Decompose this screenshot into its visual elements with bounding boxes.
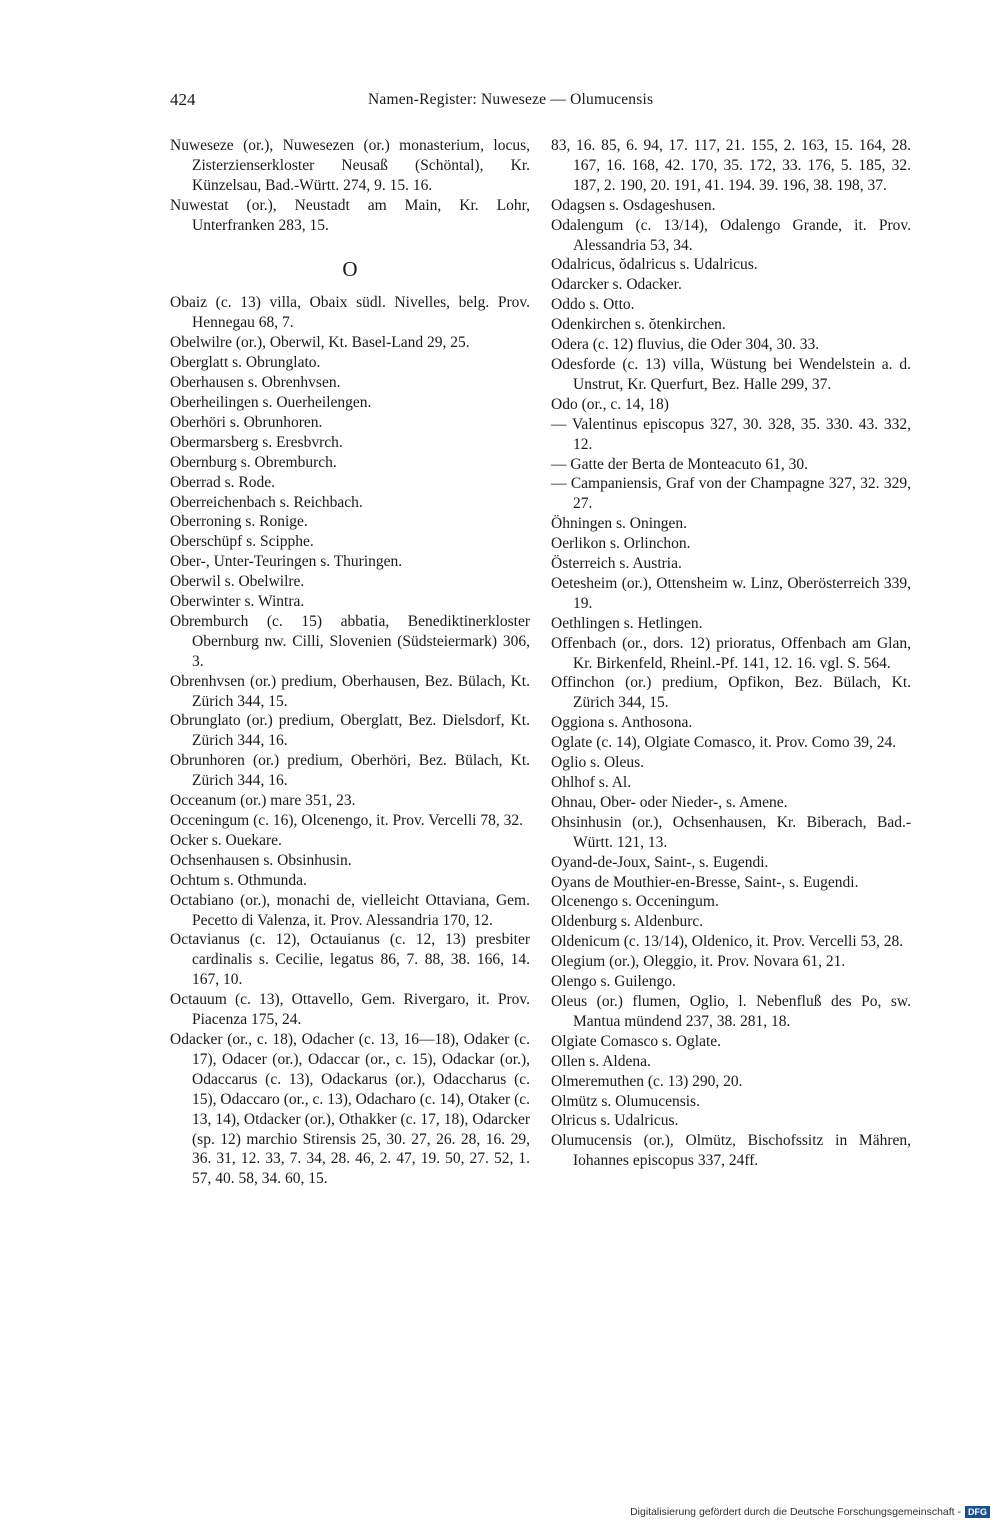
index-entry: Odo (or., c. 14, 18) (551, 395, 669, 413)
index-entry: Ober-, Unter-Teuringen s. Thuringen. (170, 553, 403, 571)
index-entry: Olgiate Comasco s. Oglate. (551, 1032, 722, 1050)
index-entry: Oddo s. Otto. (551, 296, 635, 314)
index-entry: Occeanum (or.) mare 351, 23. (170, 792, 356, 810)
index-entry: Odalengum (c. 13/14), Odalengo Grande, it. Prov. Alessandria 53, 34. (551, 216, 911, 254)
index-entry: Obrenhvsen (or.) predium, Oberhausen, Bez. Bülach, Kt. Zürich 344, 15. (170, 672, 530, 710)
index-entry: Ochtum s. Othmunda. (170, 871, 307, 889)
right-column (551, 136, 911, 1171)
index-entry: Obrunhoren (or.) predium, Oberhöri, Bez. Bülach, Kt. Zürich 344, 16. (170, 752, 530, 790)
index-entry: Oglio s. Oleus. (551, 754, 644, 772)
index-entry: Oerlikon s. Orlinchon. (551, 535, 691, 553)
index-entry: Ollen s. Aldena. (551, 1052, 651, 1070)
index-entry: Oldenicum (c. 13/14), Oldenico, it. Prov. Vercelli 53, 28. (551, 933, 904, 951)
index-entry: Obrunglato (or.) predium, Oberglatt, Bez. Dielsdorf, Kt. Zürich 344, 16. (170, 712, 530, 750)
index-entry: Ohlhof s. Al. (551, 774, 632, 791)
left-entries (170, 293, 530, 1189)
index-entry: Oberreichenbach s. Reichbach. (170, 493, 363, 511)
index-entry: Octabiano (or.), monachi de, vielleicht Ottaviana, Gem. Pecetto di Valenza, it. Prov. Alessandria 170, 12. (170, 891, 530, 929)
index-entry: Oleus (or.) flumen, Oglio, l. Nebenfluß des Po, sw. Mantua mündend 237, 38. 281, 18. (551, 992, 911, 1030)
index-entry: Odacker (or., c. 18), Odacher (c. 13, 16—18), Odaker (c. 17), Odacer (or.), Odaccar (or., c. 15), Odackar (or.), Odaccarus (c. 13), Odackarus (or.), Odaccharus (c. 15), Odaccaro (or., c. 13), Odacharo (c. 14), Otaker (c. 13, 14), Otdacker (or.), Othakker (c. 17, 18), Odarcker (sp. 12) marchio Stirensis 25, 30. 27, 26. 28, 16. 29, 36. 31, 12. 33, 7. 34, 28. 46, 2. 47, 19. 50, 27. 52, 1. 57, 40. 58, 34. 60, 15. (170, 1030, 530, 1188)
index-entry: Oyans de Mouthier-en-Bresse, Saint-, s. Eugendi. (551, 873, 859, 891)
index-entry: Offenbach (or., dors. 12) prioratus, Offenbach am Glan, Kr. Birkenfeld, Rheinl.-Pf. 141, 12. 16. vgl. S. 564. (551, 634, 911, 672)
index-entry: — Valentinus episcopus 327, 30. 328, 35. 330. 43. 332, 12. (551, 415, 911, 453)
index-entry: Ohnau, Ober- oder Nieder-, s. Amene. (551, 793, 788, 811)
index-entry: Oberwinter s. Wintra. (170, 593, 305, 611)
index-entry: Odarcker s. Odacker. (551, 276, 682, 294)
index-entry: Occeningum (c. 16), Olcenengo, it. Prov. Vercelli 78, 32. (170, 812, 523, 829)
index-entry: Obremburch (c. 15) abbatia, Benediktinerkloster Obernburg nw. Cilli, Slovenien (Südsteiermark) 306, 3. (170, 612, 530, 670)
section-letter: O (342, 256, 358, 281)
index-entry: Odesforde (c. 13) villa, Wüstung bei Wendelstein a. d. Unstrut, Kr. Querfurt, Bez. Halle 299, 37. (551, 355, 911, 393)
index-entry: Oberrad s. Rode. (170, 473, 276, 491)
index-entry: Oethlingen s. Hetlingen. (551, 614, 703, 632)
index-entry: 83, 16. 85, 6. 94, 17. 117, 21. 155, 2. 163, 15. 164, 28. 167, 16. 168, 42. 170, 35. 172, 33. 176, 5. 185, 32. 187, 2. 190, 20. 191, 41. 194. 39. 196, 38. 198, 37. (551, 137, 911, 194)
dfg-logo: DFG (965, 1506, 990, 1518)
index-entry: Olumucensis (or.), Olmütz, Bischofssitz in Mähren, Iohannes episcopus 337, 24ff. (551, 1132, 911, 1170)
credit-text: Digitalisierung gefördert durch die Deutsche Forschungsgemeinschaft - (630, 1506, 961, 1518)
index-entry: Octavianus (c. 12), Octauianus (c. 12, 13) presbiter cardinalis s. Cecilie, legatus 86, 7. 88, 38. 166, 14. 167, 10. (170, 931, 530, 989)
index-entry: Obaiz (c. 13) villa, Obaix südl. Nivelles, belg. Prov. Hennegau 68, 7. (170, 294, 530, 332)
index-entry: Oyand-de-Joux, Saint-, s. Eugendi. (551, 853, 769, 871)
index-entry: Obernburg s. Obremburch. (170, 453, 337, 471)
index-entry: Olegium (or.), Oleggio, it. Prov. Novara 61, 21. (551, 953, 846, 971)
index-entry: — Campaniensis, Graf von der Champagne 327, 32. 329, 27. (551, 475, 911, 513)
running-title: Namen-Register: Nuweseze — Olumucensis (368, 91, 654, 108)
index-entry: Octauum (c. 13), Ottavello, Gem. Rivergaro, it. Prov. Piacenza 175, 24. (170, 991, 530, 1029)
index-entry: Olricus s. Udalricus. (551, 1112, 679, 1130)
index-entry: Oetesheim (or.), Ottensheim w. Linz, Oberösterreich 339, 19. (551, 574, 911, 612)
index-entry: Nuwestat (or.), Neustadt am Main, Kr. Lohr, Unterfranken 283, 15. (170, 196, 530, 234)
index-entry: Oldenburg s. Aldenburc. (551, 913, 704, 931)
right-entries (551, 136, 911, 1171)
index-entry: Öhningen s. Oningen. (551, 515, 688, 533)
index-entry: Olcenengo s. Occeningum. (551, 893, 719, 911)
index-entry: Oberwil s. Obelwilre. (170, 573, 305, 591)
index-entry: Olengo s. Guilengo. (551, 973, 676, 991)
index-entry: Oglate (c. 14), Olgiate Comasco, it. Prov. Como 39, 24. (551, 734, 897, 752)
index-entry: Offinchon (or.) predium, Opfikon, Bez. Bülach, Kt. Zürich 344, 15. (551, 674, 911, 712)
index-entry: Oberhöri s. Obrunhoren. (170, 413, 323, 431)
footer-credit (630, 1506, 990, 1518)
index-entry: Odera (c. 12) fluvius, die Oder 304, 30. 33. (551, 336, 820, 354)
index-entry: Ochsenhausen s. Obsinhusin. (170, 851, 352, 869)
index-entry: — Gatte der Berta de Monteacuto 61, 30. (551, 455, 808, 473)
index-entry: Oberhausen s. Obrenhvsen. (170, 374, 341, 392)
page-number: 424 (170, 90, 196, 109)
index-entry: Oberroning s. Ronige. (170, 513, 308, 531)
index-entry: Oggiona s. Anthosona. (551, 714, 693, 732)
index-entry: Österreich s. Austria. (551, 555, 682, 573)
left-column (170, 136, 530, 1189)
index-entry: Ohsinhusin (or.), Ochsenhausen, Kr. Biberach, Bad.-Württ. 121, 13. (551, 813, 911, 851)
index-entry: Obermarsberg s. Eresbvrch. (170, 433, 343, 451)
index-entry: Odalricus, ŏdalricus s. Udalricus. (551, 256, 758, 274)
index-entry: Odagsen s. Osdageshusen. (551, 196, 716, 214)
index-entry: Oberglatt s. Obrunglato. (170, 354, 321, 372)
index-entry: Obelwilre (or.), Oberwil, Kt. Basel-Land 29, 25. (170, 334, 470, 352)
index-entry: Odenkirchen s. ŏtenkirchen. (551, 316, 726, 334)
index-entry: Nuweseze (or.), Nuwesezen (or.) monasterium, locus, Zisterzienserkloster Neusaß (Schöntal), Kr. Künzelsau, Bad.-Württ. 274, 9. 15. 16. (170, 137, 530, 194)
index-entry: Olmütz s. Olumucensis. (551, 1092, 700, 1110)
index-entry: Ocker s. Ouekare. (170, 831, 282, 849)
index-entry: Oberheilingen s. Ouerheilengen. (170, 393, 372, 411)
index-entry: Olmeremuthen (c. 13) 290, 20. (551, 1072, 743, 1090)
index-entry: Oberschüpf s. Scipphe. (170, 533, 314, 551)
